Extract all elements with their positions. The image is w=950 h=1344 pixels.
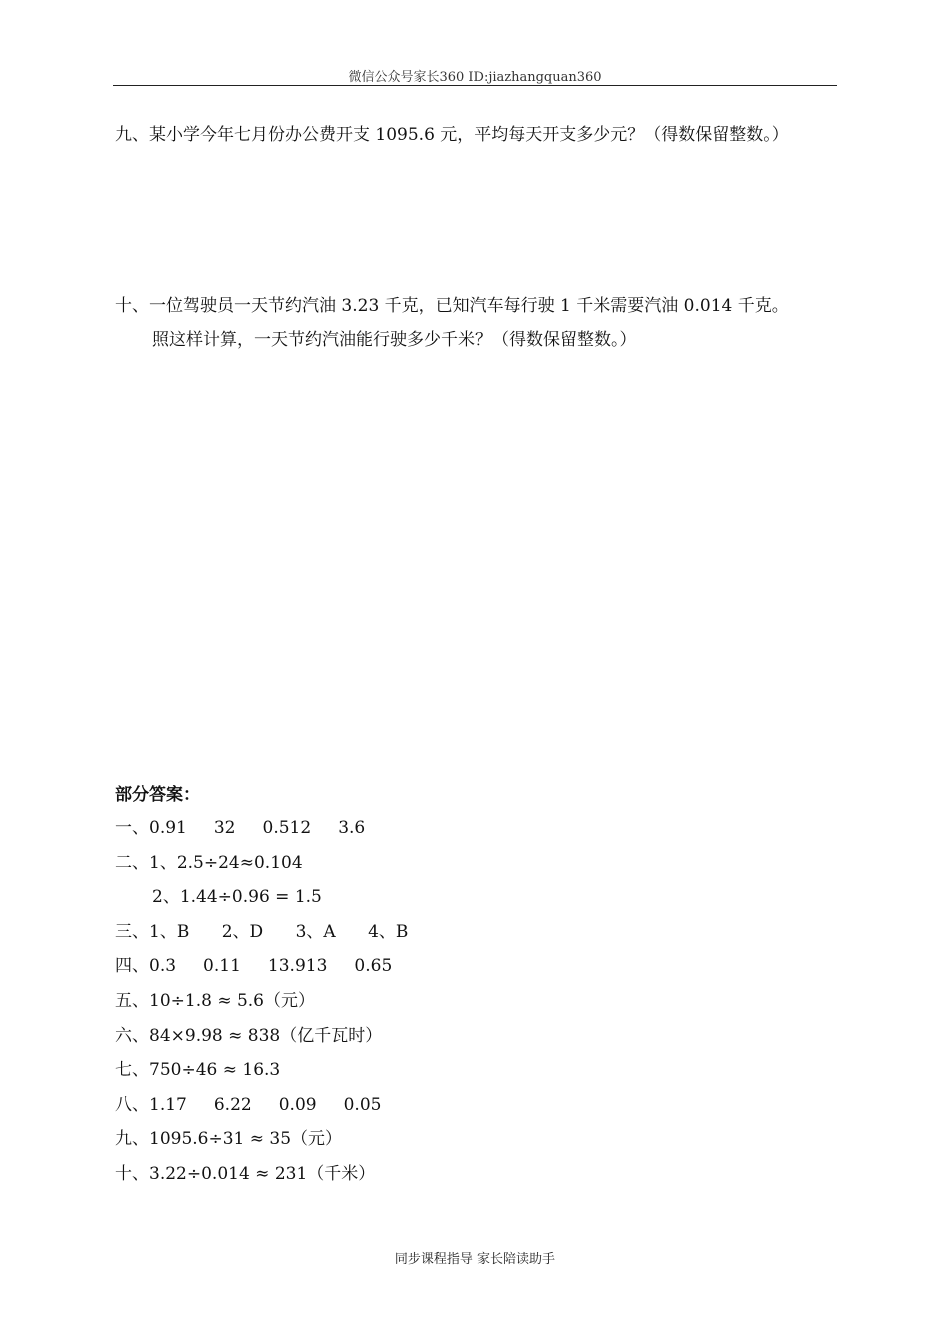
answers-list: [115, 811, 408, 1192]
answer-line: 四、0.3 0.11 13.913 0.65: [115, 956, 393, 977]
answer-line: 2、1.44÷0.96 = 1.5: [152, 887, 322, 908]
page-footer: 同步课程指导 家长陪读助手: [394, 1252, 556, 1267]
answers-title: 部分答案：: [115, 785, 200, 805]
header-divider: [113, 85, 837, 86]
question-10: [115, 289, 789, 357]
question-9: [115, 118, 789, 152]
answer-line: 十、3.22÷0.014 ≈ 231（千米）: [115, 1163, 376, 1184]
answer-line: 五、10÷1.8 ≈ 5.6（元）: [115, 990, 315, 1011]
question-9-text: 九、某小学今年七月份办公费开支 1095.6 元，平均每天开支多少元？（得数保留整数。）: [115, 125, 789, 145]
question-10-text-line2: 照这样计算，一天节约汽油能行驶多少千米？（得数保留整数。）: [152, 330, 637, 350]
question-10-text-line1: 十、一位驾驶员一天节约汽油 3.23 千克，已知汽车每行驶 1 千米需要汽油 0.014 千克。: [115, 296, 789, 316]
answer-line: 一、0.91 32 0.512 3.6: [115, 818, 366, 838]
answer-line: 九、1095.6÷31 ≈ 35（元）: [115, 1129, 343, 1150]
answer-line: 二、1、2.5÷24≈0.104: [115, 852, 303, 873]
answer-line: 七、750÷46 ≈ 16.3: [115, 1060, 281, 1081]
answer-line: 八、1.17 6.22 0.09 0.05: [115, 1094, 382, 1115]
page-header: 微信公众号家长360 ID:jiazhangquan360: [348, 70, 602, 85]
answer-line: 六、84×9.98 ≈ 838（亿千瓦时）: [115, 1025, 383, 1046]
answer-line: 三、1、B 2、D 3、A 4、B: [115, 921, 409, 942]
